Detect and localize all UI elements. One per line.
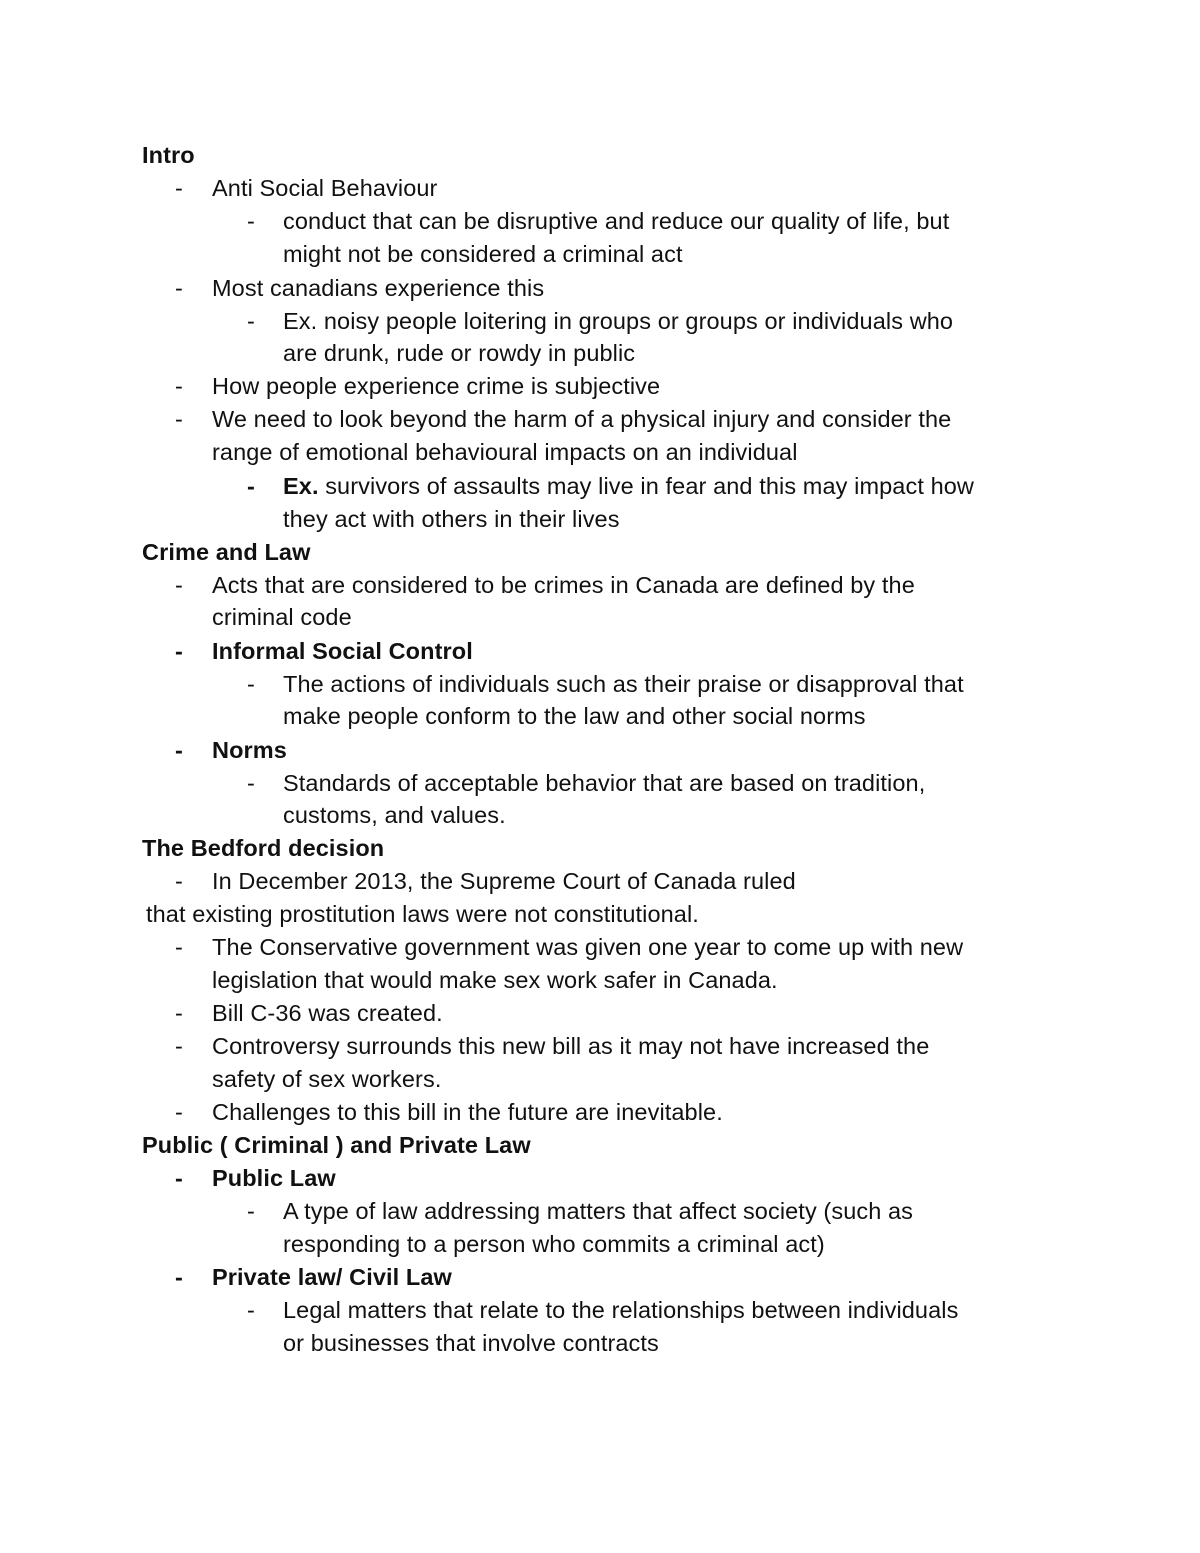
bullet-dash: -: [175, 1099, 183, 1125]
bullet-text: We need to look beyond the harm of a physical injury and consider the: [212, 406, 952, 432]
bullet-rest: survivors of assaults may live in fear and this may impact how: [318, 473, 974, 499]
bullet-text: conduct that can be disruptive and reduce our quality of life, but: [283, 208, 950, 234]
bullet-text: Acts that are considered to be crimes in Canada are defined by the: [212, 572, 915, 598]
bullet-dash: -: [175, 1033, 183, 1059]
bullet-text: Controversy surrounds this new bill as it may not have increased the: [212, 1033, 930, 1059]
bullet-dash: -: [175, 737, 183, 763]
bullet-text: customs, and values.: [283, 802, 506, 828]
bullet-text: that existing prostitution laws were not constitutional.: [146, 901, 699, 927]
bullet-text: responding to a person who commits a criminal act): [283, 1231, 825, 1257]
bullet-text: [283, 470, 974, 503]
subheading: Private law/ Civil Law: [212, 1264, 452, 1290]
bullet-dash: -: [175, 275, 183, 301]
bullet-text: Challenges to this bill in the future are inevitable.: [212, 1099, 723, 1125]
bullet-text: Standards of acceptable behavior that are based on tradition,: [283, 770, 926, 796]
bullet-dash: -: [175, 934, 183, 960]
bullet-text: The actions of individuals such as their praise or disapproval that: [283, 671, 964, 697]
bullet-text: or businesses that involve contracts: [283, 1330, 659, 1356]
bullet-dash: -: [175, 638, 183, 664]
bullet-text: How people experience crime is subjective: [212, 373, 661, 399]
bullet-text: A type of law addressing matters that affect society (such as: [283, 1198, 914, 1224]
bullet-dash: -: [247, 770, 255, 796]
bullet-dash: -: [175, 572, 183, 598]
bullet-text: Bill C-36 was created.: [212, 1000, 443, 1026]
bullet-text: might not be considered a criminal act: [283, 241, 683, 267]
bullet-dash: -: [247, 473, 255, 499]
bullet-dash: -: [247, 208, 255, 234]
bullet-text: Legal matters that relate to the relationships between individuals: [283, 1297, 959, 1323]
bullet-text: Most canadians experience this: [212, 275, 545, 301]
bullet-text: range of emotional behavioural impacts on an individual: [212, 439, 798, 465]
bullet-text: legislation that would make sex work safer in Canada.: [212, 967, 778, 993]
subheading: Public Law: [212, 1165, 336, 1191]
bullet-dash: -: [175, 868, 183, 894]
bullet-text: Ex. noisy people loitering in groups or groups or individuals who: [283, 308, 954, 334]
subheading: Informal Social Control: [212, 638, 473, 664]
bullet-text: Anti Social Behaviour: [212, 175, 438, 201]
subheading: Norms: [212, 737, 287, 763]
bullet-dash: -: [175, 1264, 183, 1290]
bullet-dash: -: [247, 308, 255, 334]
heading-public-private-law: Public ( Criminal ) and Private Law: [142, 1132, 531, 1158]
bullet-text: they act with others in their lives: [283, 506, 620, 532]
bullet-dash: -: [175, 373, 183, 399]
bullet-text: In December 2013, the Supreme Court of Canada ruled: [212, 868, 796, 894]
bullet-dash: -: [175, 406, 183, 432]
heading-intro: Intro: [142, 142, 195, 168]
bullet-dash: -: [247, 1297, 255, 1323]
bullet-text: make people conform to the law and other social norms: [283, 703, 866, 729]
heading-bedford-decision: The Bedford decision: [142, 835, 385, 861]
bullet-text: criminal code: [212, 604, 352, 630]
bullet-dash: -: [175, 1165, 183, 1191]
bullet-text: safety of sex workers.: [212, 1066, 442, 1092]
bullet-dash: -: [175, 175, 183, 201]
bullet-dash: -: [247, 671, 255, 697]
bullet-text: The Conservative government was given one year to come up with new: [212, 934, 964, 960]
heading-crime-and-law: Crime and Law: [142, 539, 311, 565]
bullet-text: are drunk, rude or rowdy in public: [283, 340, 636, 366]
bullet-bold-prefix: Ex.: [283, 473, 319, 499]
bullet-dash: -: [175, 1000, 183, 1026]
bullet-dash: -: [247, 1198, 255, 1224]
